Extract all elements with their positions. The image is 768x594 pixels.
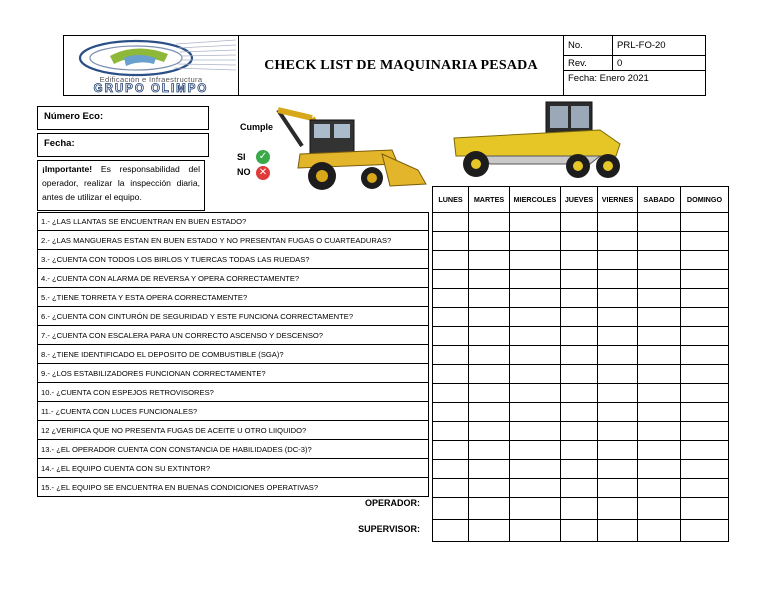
check-cell[interactable] xyxy=(469,403,510,422)
check-cell[interactable] xyxy=(638,403,681,422)
check-cell[interactable] xyxy=(433,213,469,232)
check-cell[interactable] xyxy=(510,270,561,289)
x-circle-icon: ✕ xyxy=(256,166,270,180)
question-item: 1.- ¿LAS LLANTAS SE ENCUENTRAN EN BUEN ESTADO? xyxy=(37,212,429,231)
check-cell[interactable] xyxy=(433,289,469,308)
check-cell[interactable] xyxy=(681,403,729,422)
check-cell[interactable] xyxy=(561,441,598,460)
check-cell[interactable] xyxy=(638,308,681,327)
supervisor-row xyxy=(433,520,729,542)
check-cell[interactable] xyxy=(598,498,638,520)
check-cell[interactable] xyxy=(561,289,598,308)
check-cell[interactable] xyxy=(598,479,638,498)
check-cell[interactable] xyxy=(433,460,469,479)
check-cell[interactable] xyxy=(561,251,598,270)
important-lead: ¡Importante! xyxy=(42,164,93,174)
operador-row xyxy=(433,498,729,520)
logo-company-name: GRUPO OLIMPO xyxy=(93,83,209,95)
check-cell[interactable] xyxy=(469,384,510,403)
day-header-martes: MARTES xyxy=(469,187,510,213)
check-row xyxy=(433,384,729,403)
check-cell[interactable] xyxy=(433,441,469,460)
check-cell[interactable] xyxy=(598,251,638,270)
motor-grader-image xyxy=(450,100,625,182)
check-row xyxy=(433,289,729,308)
check-cell[interactable] xyxy=(638,520,681,542)
day-header-domingo: DOMINGO xyxy=(681,187,729,213)
check-cell[interactable] xyxy=(598,441,638,460)
check-cell[interactable] xyxy=(681,308,729,327)
legend-yes-label: SI xyxy=(237,152,246,162)
check-cell[interactable] xyxy=(433,384,469,403)
important-text: Es responsabilidad del operador, realizar la inspección diaria, antes de utilizar el equipo. xyxy=(42,164,200,202)
check-row xyxy=(433,460,729,479)
check-cell[interactable] xyxy=(598,213,638,232)
weekly-check-grid xyxy=(432,186,729,542)
check-row xyxy=(433,308,729,327)
check-cell[interactable] xyxy=(433,308,469,327)
check-cell[interactable] xyxy=(681,479,729,498)
check-cell[interactable] xyxy=(598,365,638,384)
check-cell[interactable] xyxy=(681,460,729,479)
check-cell[interactable] xyxy=(510,251,561,270)
check-cell[interactable] xyxy=(510,289,561,308)
day-header-jueves: JUEVES xyxy=(561,187,598,213)
question-item: 13.- ¿EL OPERADOR CUENTA CON CONSTANCIA DE HABILIDADES (DC-3)? xyxy=(37,440,429,459)
check-cell[interactable] xyxy=(510,498,561,520)
check-cell[interactable] xyxy=(681,520,729,542)
check-cell[interactable] xyxy=(561,479,598,498)
check-cell[interactable] xyxy=(433,520,469,542)
check-cell[interactable] xyxy=(469,365,510,384)
check-cell[interactable] xyxy=(510,479,561,498)
check-row xyxy=(433,422,729,441)
check-cell[interactable] xyxy=(638,460,681,479)
numero-eco-field[interactable]: Número Eco: xyxy=(37,106,209,130)
check-cell[interactable] xyxy=(433,232,469,251)
check-cell[interactable] xyxy=(598,384,638,403)
check-circle-icon: ✓ xyxy=(256,150,270,164)
legend-no-label: NO xyxy=(237,167,251,177)
check-cell[interactable] xyxy=(510,520,561,542)
check-cell[interactable] xyxy=(598,403,638,422)
check-cell[interactable] xyxy=(598,270,638,289)
meta-date: Fecha: Enero 2021 xyxy=(563,70,706,96)
check-cell[interactable] xyxy=(510,460,561,479)
question-item: 5.- ¿TIENE TORRETA Y ESTA OPERA CORRECTAMENTE? xyxy=(37,288,429,307)
check-cell[interactable] xyxy=(469,422,510,441)
check-cell[interactable] xyxy=(510,308,561,327)
check-cell[interactable] xyxy=(681,232,729,251)
check-cell[interactable] xyxy=(510,422,561,441)
logo-tagline: Edificación e Infraestructura xyxy=(99,75,203,84)
check-row xyxy=(433,346,729,365)
document-title: CHECK LIST DE MAQUINARIA PESADA xyxy=(238,35,564,96)
check-cell[interactable] xyxy=(598,289,638,308)
check-cell[interactable] xyxy=(433,365,469,384)
check-cell[interactable] xyxy=(681,498,729,520)
check-cell[interactable] xyxy=(561,213,598,232)
question-item: 7.- ¿CUENTA CON ESCALERA PARA UN CORRECTO ASCENSO Y DESCENSO? xyxy=(37,326,429,345)
check-row xyxy=(433,251,729,270)
check-cell[interactable] xyxy=(638,479,681,498)
check-cell[interactable] xyxy=(681,384,729,403)
check-cell[interactable] xyxy=(510,403,561,422)
meta-rev-label: Rev. xyxy=(563,55,613,71)
check-cell[interactable] xyxy=(561,308,598,327)
check-cell[interactable] xyxy=(598,308,638,327)
check-cell[interactable] xyxy=(598,520,638,542)
question-item: 14.- ¿EL EQUIPO CUENTA CON SU EXTINTOR? xyxy=(37,459,429,478)
check-cell[interactable] xyxy=(469,232,510,251)
check-cell[interactable] xyxy=(510,365,561,384)
check-cell[interactable] xyxy=(681,289,729,308)
check-cell[interactable] xyxy=(638,232,681,251)
meta-rev-value: 0 xyxy=(612,55,706,71)
check-cell[interactable] xyxy=(469,251,510,270)
check-cell[interactable] xyxy=(469,460,510,479)
check-cell[interactable] xyxy=(598,232,638,251)
check-cell[interactable] xyxy=(561,384,598,403)
check-cell[interactable] xyxy=(638,251,681,270)
check-cell[interactable] xyxy=(681,422,729,441)
check-row xyxy=(433,232,729,251)
check-cell[interactable] xyxy=(469,520,510,542)
check-cell[interactable] xyxy=(561,346,598,365)
check-cell[interactable] xyxy=(469,327,510,346)
check-row xyxy=(433,479,729,498)
check-cell[interactable] xyxy=(561,422,598,441)
check-cell[interactable] xyxy=(638,422,681,441)
fecha-field[interactable]: Fecha: xyxy=(37,133,209,157)
check-cell[interactable] xyxy=(638,498,681,520)
check-cell[interactable] xyxy=(510,213,561,232)
check-cell[interactable] xyxy=(598,327,638,346)
check-cell[interactable] xyxy=(638,270,681,289)
company-logo-cell xyxy=(63,35,238,96)
check-cell[interactable] xyxy=(433,270,469,289)
check-cell[interactable] xyxy=(469,498,510,520)
days-header-row xyxy=(433,187,729,213)
day-header-sabado: SABADO xyxy=(638,187,681,213)
check-cell[interactable] xyxy=(598,422,638,441)
check-cell[interactable] xyxy=(681,270,729,289)
check-cell[interactable] xyxy=(510,346,561,365)
question-item: 9.- ¿LOS ESTABILIZADORES FUNCIONAN CORRECTAMENTE? xyxy=(37,364,429,383)
check-row xyxy=(433,327,729,346)
check-cell[interactable] xyxy=(681,251,729,270)
check-cell[interactable] xyxy=(598,346,638,365)
meta-no-value: PRL-FO-20 xyxy=(612,35,706,56)
check-cell[interactable] xyxy=(469,479,510,498)
check-row xyxy=(433,441,729,460)
check-cell[interactable] xyxy=(469,441,510,460)
check-cell[interactable] xyxy=(561,270,598,289)
check-cell[interactable] xyxy=(561,232,598,251)
questions-list xyxy=(37,212,429,497)
check-cell[interactable] xyxy=(561,520,598,542)
check-cell[interactable] xyxy=(433,422,469,441)
check-cell[interactable] xyxy=(681,346,729,365)
check-cell[interactable] xyxy=(433,498,469,520)
check-row xyxy=(433,270,729,289)
check-cell[interactable] xyxy=(510,441,561,460)
check-row xyxy=(433,213,729,232)
question-item: 11.- ¿CUENTA CON LUCES FUNCIONALES? xyxy=(37,402,429,421)
question-item: 12 ¿VERIFICA QUE NO PRESENTA FUGAS DE ACEITE U OTRO LIIQUIDO? xyxy=(37,421,429,440)
check-cell[interactable] xyxy=(433,327,469,346)
day-header-miercoles: MIERCOLES xyxy=(510,187,561,213)
question-item: 15.- ¿EL EQUIPO SE ENCUENTRA EN BUENAS CONDICIONES OPERATIVAS? xyxy=(37,478,429,497)
operador-label: OPERADOR: xyxy=(364,498,420,508)
legend-title: Cumple xyxy=(240,122,274,132)
backhoe-loader-image xyxy=(272,106,432,194)
check-cell[interactable] xyxy=(510,232,561,251)
check-cell[interactable] xyxy=(510,384,561,403)
check-cell[interactable] xyxy=(433,479,469,498)
question-item: 2.- ¿LAS MANGUERAS ESTAN EN BUEN ESTADO Y NO PRESENTAN FUGAS O CUARTEADURAS? xyxy=(37,231,429,250)
check-cell[interactable] xyxy=(469,308,510,327)
check-cell[interactable] xyxy=(681,327,729,346)
check-cell[interactable] xyxy=(638,346,681,365)
day-header-lunes: LUNES xyxy=(433,187,469,213)
check-cell[interactable] xyxy=(638,213,681,232)
important-note xyxy=(37,160,205,211)
check-cell[interactable] xyxy=(681,441,729,460)
meta-no-label: No. xyxy=(563,35,613,56)
check-cell[interactable] xyxy=(433,251,469,270)
question-item: 8.- ¿TIENE IDENTIFICADO EL DEPOSITO DE COMBUSTIBLE (SGA)? xyxy=(37,345,429,364)
question-item: 4.- ¿CUENTA CON ALARMA DE REVERSA Y OPERA CORRECTAMENTE? xyxy=(37,269,429,288)
check-cell[interactable] xyxy=(561,403,598,422)
check-cell[interactable] xyxy=(681,213,729,232)
question-item: 3.- ¿CUENTA CON TODOS LOS BIRLOS Y TUERCAS TODAS LAS RUEDAS? xyxy=(37,250,429,269)
check-cell[interactable] xyxy=(638,384,681,403)
check-cell[interactable] xyxy=(638,441,681,460)
check-row xyxy=(433,365,729,384)
question-item: 10.- ¿CUENTA CON ESPEJOS RETROVISORES? xyxy=(37,383,429,402)
check-cell[interactable] xyxy=(469,289,510,308)
check-cell[interactable] xyxy=(638,327,681,346)
check-cell[interactable] xyxy=(469,346,510,365)
check-cell[interactable] xyxy=(433,403,469,422)
check-cell[interactable] xyxy=(510,327,561,346)
check-cell[interactable] xyxy=(469,270,510,289)
supervisor-label: SUPERVISOR: xyxy=(358,524,420,534)
check-cell[interactable] xyxy=(561,498,598,520)
day-header-viernes: VIERNES xyxy=(598,187,638,213)
question-item: 6.- ¿CUENTA CON CINTURÓN DE SEGURIDAD Y ESTE FUNCIONA CORRECTAMENTE? xyxy=(37,307,429,326)
check-cell[interactable] xyxy=(561,365,598,384)
check-cell[interactable] xyxy=(681,365,729,384)
check-cell[interactable] xyxy=(638,365,681,384)
check-cell[interactable] xyxy=(433,346,469,365)
check-cell[interactable] xyxy=(638,289,681,308)
check-cell[interactable] xyxy=(598,460,638,479)
check-cell[interactable] xyxy=(469,213,510,232)
check-cell[interactable] xyxy=(561,327,598,346)
check-row xyxy=(433,403,729,422)
check-cell[interactable] xyxy=(561,460,598,479)
